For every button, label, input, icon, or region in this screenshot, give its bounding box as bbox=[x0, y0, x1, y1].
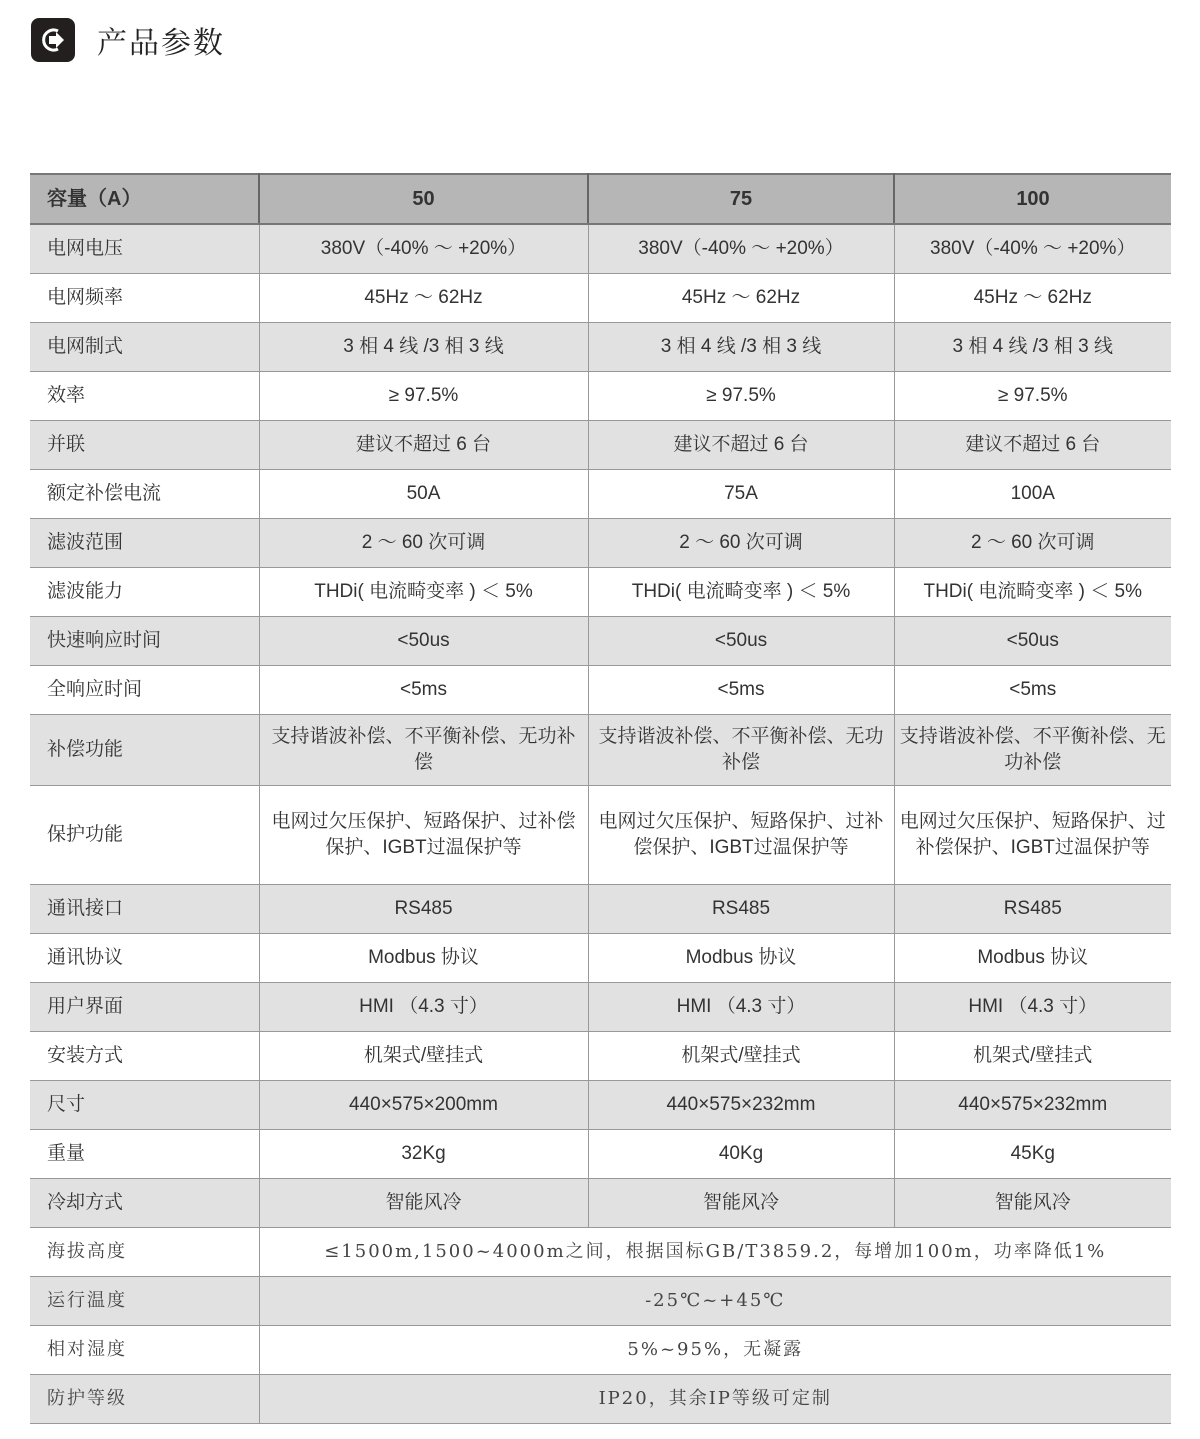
merged-row bbox=[30, 1375, 1171, 1424]
cell-value: 电网过欠压保护、短路保护、过补偿保护、IGBT过温保护等 bbox=[259, 786, 588, 885]
row-label: 全响应时间 bbox=[30, 666, 259, 715]
cell-value: 智能风冷 bbox=[588, 1179, 894, 1228]
table-row bbox=[30, 1081, 1171, 1130]
cell-value: 2 ～ 60 次可调 bbox=[259, 519, 588, 568]
cell-value: 440×575×232mm bbox=[894, 1081, 1171, 1130]
cell-value: HMI （4.3 寸） bbox=[259, 983, 588, 1032]
table-row bbox=[30, 274, 1171, 323]
row-label: 滤波范围 bbox=[30, 519, 259, 568]
row-label: 额定补偿电流 bbox=[30, 470, 259, 519]
table-row bbox=[30, 470, 1171, 519]
table-row bbox=[30, 421, 1171, 470]
table-row bbox=[30, 983, 1171, 1032]
cell-value: <50us bbox=[588, 617, 894, 666]
cell-value: 支持谐波补偿、不平衡补偿、无功补偿 bbox=[894, 715, 1171, 786]
cell-value: <50us bbox=[894, 617, 1171, 666]
cell-value: THDi( 电流畸变率 ) ＜ 5% bbox=[588, 568, 894, 617]
cell-value: 3 相 4 线 /3 相 3 线 bbox=[894, 323, 1171, 372]
cell-value: RS485 bbox=[588, 885, 894, 934]
cell-value: 45Hz ～ 62Hz bbox=[259, 274, 588, 323]
cell-value: 3 相 4 线 /3 相 3 线 bbox=[588, 323, 894, 372]
row-label: 尺寸 bbox=[30, 1081, 259, 1130]
row-label: 电网电压 bbox=[30, 224, 259, 274]
row-label: 防护等级 bbox=[30, 1375, 259, 1424]
table-row bbox=[30, 666, 1171, 715]
cell-value: 机架式/壁挂式 bbox=[259, 1032, 588, 1081]
table-row bbox=[30, 323, 1171, 372]
cell-value: 建议不超过 6 台 bbox=[894, 421, 1171, 470]
cell-value: 440×575×232mm bbox=[588, 1081, 894, 1130]
merged-row bbox=[30, 1326, 1171, 1375]
arrow-right-circle-icon bbox=[31, 18, 75, 62]
cell-value: 电网过欠压保护、短路保护、过补偿保护、IGBT过温保护等 bbox=[894, 786, 1171, 885]
table-row bbox=[30, 885, 1171, 934]
cell-value: Modbus 协议 bbox=[894, 934, 1171, 983]
row-label: 电网制式 bbox=[30, 323, 259, 372]
row-label: 重量 bbox=[30, 1130, 259, 1179]
row-label: 海拔高度 bbox=[30, 1228, 259, 1277]
cell-value: 智能风冷 bbox=[894, 1179, 1171, 1228]
row-label: 快速响应时间 bbox=[30, 617, 259, 666]
row-label: 运行温度 bbox=[30, 1277, 259, 1326]
cell-value: 电网过欠压保护、短路保护、过补偿保护、IGBT过温保护等 bbox=[588, 786, 894, 885]
cell-value: 建议不超过 6 台 bbox=[259, 421, 588, 470]
cell-value: 50A bbox=[259, 470, 588, 519]
cell-value: <5ms bbox=[588, 666, 894, 715]
row-label: 滤波能力 bbox=[30, 568, 259, 617]
cell-value: 100A bbox=[894, 470, 1171, 519]
table-row bbox=[30, 568, 1171, 617]
cell-value: HMI （4.3 寸） bbox=[588, 983, 894, 1032]
cell-value: 45Hz ～ 62Hz bbox=[894, 274, 1171, 323]
column-header: 75 bbox=[588, 174, 894, 224]
merged-value: -25℃~+45℃ bbox=[259, 1277, 1171, 1326]
merged-value: IP20，其余IP等级可定制 bbox=[259, 1375, 1171, 1424]
row-label: 用户界面 bbox=[30, 983, 259, 1032]
row-label: 保护功能 bbox=[30, 786, 259, 885]
column-header: 50 bbox=[259, 174, 588, 224]
cell-value: THDi( 电流畸变率 ) ＜ 5% bbox=[259, 568, 588, 617]
cell-value: 2 ～ 60 次可调 bbox=[894, 519, 1171, 568]
cell-value: ≥ 97.5% bbox=[894, 372, 1171, 421]
cell-value: 建议不超过 6 台 bbox=[588, 421, 894, 470]
merged-value: ≤1500m,1500~4000m之间，根据国标GB/T3859.2，每增加100m，功率降低1% bbox=[259, 1228, 1171, 1277]
cell-value: HMI （4.3 寸） bbox=[894, 983, 1171, 1032]
row-label: 冷却方式 bbox=[30, 1179, 259, 1228]
spec-table bbox=[30, 173, 1171, 1424]
cell-value: 支持谐波补偿、不平衡补偿、无功补偿 bbox=[588, 715, 894, 786]
table-row bbox=[30, 617, 1171, 666]
column-header: 100 bbox=[894, 174, 1171, 224]
cell-value: <5ms bbox=[894, 666, 1171, 715]
row-label: 并联 bbox=[30, 421, 259, 470]
merged-row bbox=[30, 1277, 1171, 1326]
cell-value: 40Kg bbox=[588, 1130, 894, 1179]
cell-value: 380V（-40% ～ +20%） bbox=[588, 224, 894, 274]
cell-value: THDi( 电流畸变率 ) ＜ 5% bbox=[894, 568, 1171, 617]
table-row bbox=[30, 1032, 1171, 1081]
table-row bbox=[30, 519, 1171, 568]
cell-value: RS485 bbox=[259, 885, 588, 934]
cell-value: 380V（-40% ～ +20%） bbox=[259, 224, 588, 274]
cell-value: 32Kg bbox=[259, 1130, 588, 1179]
cell-value: 75A bbox=[588, 470, 894, 519]
cell-value: 380V（-40% ～ +20%） bbox=[894, 224, 1171, 274]
row-label: 电网频率 bbox=[30, 274, 259, 323]
cell-value: 机架式/壁挂式 bbox=[588, 1032, 894, 1081]
row-label: 效率 bbox=[30, 372, 259, 421]
row-header-label: 容量（A） bbox=[30, 174, 259, 224]
row-label: 通讯协议 bbox=[30, 934, 259, 983]
cell-value: RS485 bbox=[894, 885, 1171, 934]
merged-row bbox=[30, 1228, 1171, 1277]
page-header bbox=[31, 18, 225, 62]
table-row bbox=[30, 715, 1171, 786]
cell-value: 2 ～ 60 次可调 bbox=[588, 519, 894, 568]
row-label: 相对湿度 bbox=[30, 1326, 259, 1375]
table-row bbox=[30, 786, 1171, 885]
table-row bbox=[30, 1130, 1171, 1179]
row-label: 通讯接口 bbox=[30, 885, 259, 934]
cell-value: Modbus 协议 bbox=[259, 934, 588, 983]
row-label: 安装方式 bbox=[30, 1032, 259, 1081]
cell-value: 45Hz ～ 62Hz bbox=[588, 274, 894, 323]
cell-value: 45Kg bbox=[894, 1130, 1171, 1179]
cell-value: ≥ 97.5% bbox=[259, 372, 588, 421]
table-row bbox=[30, 224, 1171, 274]
page-title: 产品参数 bbox=[97, 26, 225, 61]
cell-value: 3 相 4 线 /3 相 3 线 bbox=[259, 323, 588, 372]
cell-value: 机架式/壁挂式 bbox=[894, 1032, 1171, 1081]
cell-value: 440×575×200mm bbox=[259, 1081, 588, 1130]
table-row bbox=[30, 1179, 1171, 1228]
header-row bbox=[30, 174, 1171, 224]
table-row bbox=[30, 372, 1171, 421]
merged-value: 5%~95%，无凝露 bbox=[259, 1326, 1171, 1375]
cell-value: <5ms bbox=[259, 666, 588, 715]
cell-value: Modbus 协议 bbox=[588, 934, 894, 983]
row-label: 补偿功能 bbox=[30, 715, 259, 786]
cell-value: 智能风冷 bbox=[259, 1179, 588, 1228]
cell-value: <50us bbox=[259, 617, 588, 666]
cell-value: 支持谐波补偿、不平衡补偿、无功补偿 bbox=[259, 715, 588, 786]
table-row bbox=[30, 934, 1171, 983]
cell-value: ≥ 97.5% bbox=[588, 372, 894, 421]
